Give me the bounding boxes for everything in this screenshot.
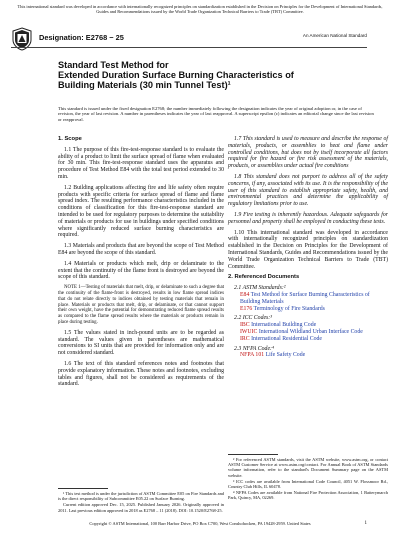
footnote-rule <box>228 454 278 455</box>
footnote: ² For referenced ASTM standards, visit the ASTM website, www.astm.org, or contact ASTM Customer Service at www.astm.org/contact. For Annual Book of ASTM Standards volume information, refer to the standard's Document Summary page on the ASTM website. <box>228 457 388 478</box>
reference-item <box>234 322 388 329</box>
document-title <box>58 60 320 91</box>
reference-link-iwuic[interactable]: IWUIC <box>240 328 258 335</box>
astm-standards-group <box>234 285 388 312</box>
icc-codes-group <box>234 315 388 342</box>
paragraph-1-4: 1.4 Materials or products which melt, drip or delaminate to the extent that the continuity of the flame front is destroyed are beyond the scope of this standard. <box>58 260 224 281</box>
reference-link-nfpa-101[interactable]: NFPA 101 <box>240 352 265 359</box>
copyright-footer: Copyright © ASTM International, 100 Barr Harbor Drive, PO Box C700, West Conshohocken, PA 19428-2959. United States <box>89 521 311 526</box>
paragraph-1-6: 1.6 The text of this standard references notes and footnotes that provide explanatory information. These notes and footnotes, excluding tables and figures, shall not be considered as requirements of the standard. <box>58 360 224 388</box>
page-number: 1 <box>364 521 367 526</box>
reference-link-e84[interactable]: E84 <box>240 291 250 298</box>
header-rule <box>11 47 367 48</box>
reference-item <box>234 352 388 359</box>
paragraph-1-10: 1.10 This international standard was developed in accordance with internationally recognized principles on standardization established in the Decision on Principles for the Development of International Standards, Guides and Recommendations issued by the World Trade Organization Technical Barriers to Trade (TBT) Committee. <box>228 229 388 270</box>
icc-codes-heading: 2.2 ICC Codes:³ <box>234 315 272 322</box>
scope-heading: 1. Scope <box>58 136 82 142</box>
paragraph-1-2: 1.2 Building applications affecting fire and life safety often require products with specific criteria for surface spread of flame and flame spread index. The resulting performance characteristics included in the conditions of classification for this fire-test-response standard are intended to be used for regulatory purposes to determine the suitability of materials or products for use in buildings under specified conditions where significantly reduced surface burning characteristics are required. <box>58 184 224 239</box>
footnote-rule <box>58 488 108 489</box>
american-national-standard-label: An American National Standard <box>302 33 367 38</box>
reference-item <box>234 329 388 336</box>
footnote: ³ ICC codes are available from International Code Council, 4051 W. Flossmoor Rd., Country Club Hills, IL 60478. <box>228 478 388 490</box>
reference-title[interactable]: Test Method for Surface Burning Characteristics of Building Materials <box>240 291 370 305</box>
reference-link-e176[interactable]: E176 <box>240 305 253 312</box>
astm-standards-heading: 2.1 ASTM Standards:² <box>234 285 286 292</box>
nfpa-code-heading: 2.3 NFPA Code:⁴ <box>234 345 274 352</box>
reference-title[interactable]: Terminology of Fire Standards <box>253 305 325 312</box>
issued-note: This standard is issued under the fixed designation E2768; the number immediately following the designation indicates the year of original adoption or, in the case of revision, the year of last revision. A number in parentheses indicates the year of last reapproval. A superscript epsilon (ε) indicates an editorial change since the last revision or reapproval. <box>58 106 374 122</box>
reference-item <box>234 306 388 313</box>
reference-link-irc[interactable]: IRC <box>240 335 250 342</box>
reference-item <box>234 292 388 306</box>
paragraph-1-7: 1.7 This standard is used to measure and describe the response of materials, products, or assemblies to heat and flame under controlled conditions, but does not by itself incorporate all factors required for fire hazard or fire risk assessment of the materials, products, or assemblies under actual fire conditions <box>228 136 388 170</box>
title-line: Extended Duration Surface Burning Characteristics of <box>58 70 294 81</box>
paragraph-1-3: 1.3 Materials and products that are beyond the scope of Test Method E84 are beyond the scope of this standard. <box>58 243 224 256</box>
referenced-documents-heading: 2. Referenced Documents <box>228 274 300 281</box>
paragraph-1-1: 1.1 The purpose of this fire-test-response standard is to evaluate the ability of a product to limit the surface spread of flame when evaluated for 30 min. This fire-test-response standard uses the apparatus and procedure of Test Method E84 with the total test period extended to 30 min. <box>58 146 224 180</box>
title-line: Building Materials (30 min Tunnel Test)¹ <box>58 80 231 91</box>
paragraph-1-5: 1.5 The values stated in inch-pound units are to be regarded as standard. The values given in parentheses are mathematical conversions to SI units that are provided for information only and are not considered standard. <box>58 329 224 357</box>
footnote: ¹ This test method is under the jurisdiction of ASTM Committee E05 on Fire Standards and is the direct responsibility of Subcommittee E05.22 on Surface Burning. <box>58 491 224 502</box>
reference-title[interactable]: International Building Code <box>251 322 317 329</box>
footnote: Current edition approved Dec. 15, 2025. Published January 2026. Originally approved in 2011. Last previous edition approved in 2018 as E2768 – 11 (2018). DOI: 10.1520/E2768-25. <box>58 502 224 513</box>
reference-title[interactable]: International Wildland Urban Interface Code <box>258 328 363 335</box>
footnote: ⁴ NFPA Codes are available from National Fire Protection Association, 1 Batterymarch Park, Quincy, MA, 02269. <box>228 490 388 501</box>
note-1: NOTE 1—Testing of materials that melt, drip, or delaminate to such a degree that the continuity of the flame-front is destroyed, results in low flame spread indices that do not relate directly to indices obtained by testing materials that remain in place. Materials or products that melt, drip, or delaminate, or that cannot support their own weight, have the potential for demonstrating reduced flame spread results as compared to the flame spread results where the materials or products remain in place during testing. <box>58 285 224 325</box>
footnotes-left <box>58 491 224 514</box>
reference-title[interactable]: Life Safety Code <box>265 352 306 359</box>
wto-notice: This international standard was developed in accordance with internationally recognized principles on standardization established in the Decision on Principles for the Development of International Standards, Guides and Recommendations issued by the World Trade Organization Technical Barriers to Trade (TBT) Committee. <box>17 4 383 15</box>
left-column <box>58 136 224 392</box>
paragraph-1-9: 1.9 Fire testing is inherently hazardous. Adequate safeguards for personnel and property shall be employed in conducting these tests. <box>228 211 388 225</box>
reference-link-ibc[interactable]: IBC <box>240 322 250 329</box>
reference-item <box>234 336 388 343</box>
designation: Designation: E2768 − 25 <box>39 33 124 42</box>
title-line: Standard Test Method for <box>58 60 169 70</box>
nfpa-code-group <box>234 346 388 360</box>
reference-title[interactable]: International Residential Code <box>251 335 322 342</box>
paragraph-1-8: 1.8 This standard does not purport to address all of the safety concerns, if any, associated with its use. It is the responsibility of the user of this standard to establish appropriate safety, health, and environmental practices and determine the applicability of regulatory limitations prior to use. <box>228 173 388 208</box>
footnotes-right <box>228 457 388 502</box>
right-column <box>228 136 388 362</box>
